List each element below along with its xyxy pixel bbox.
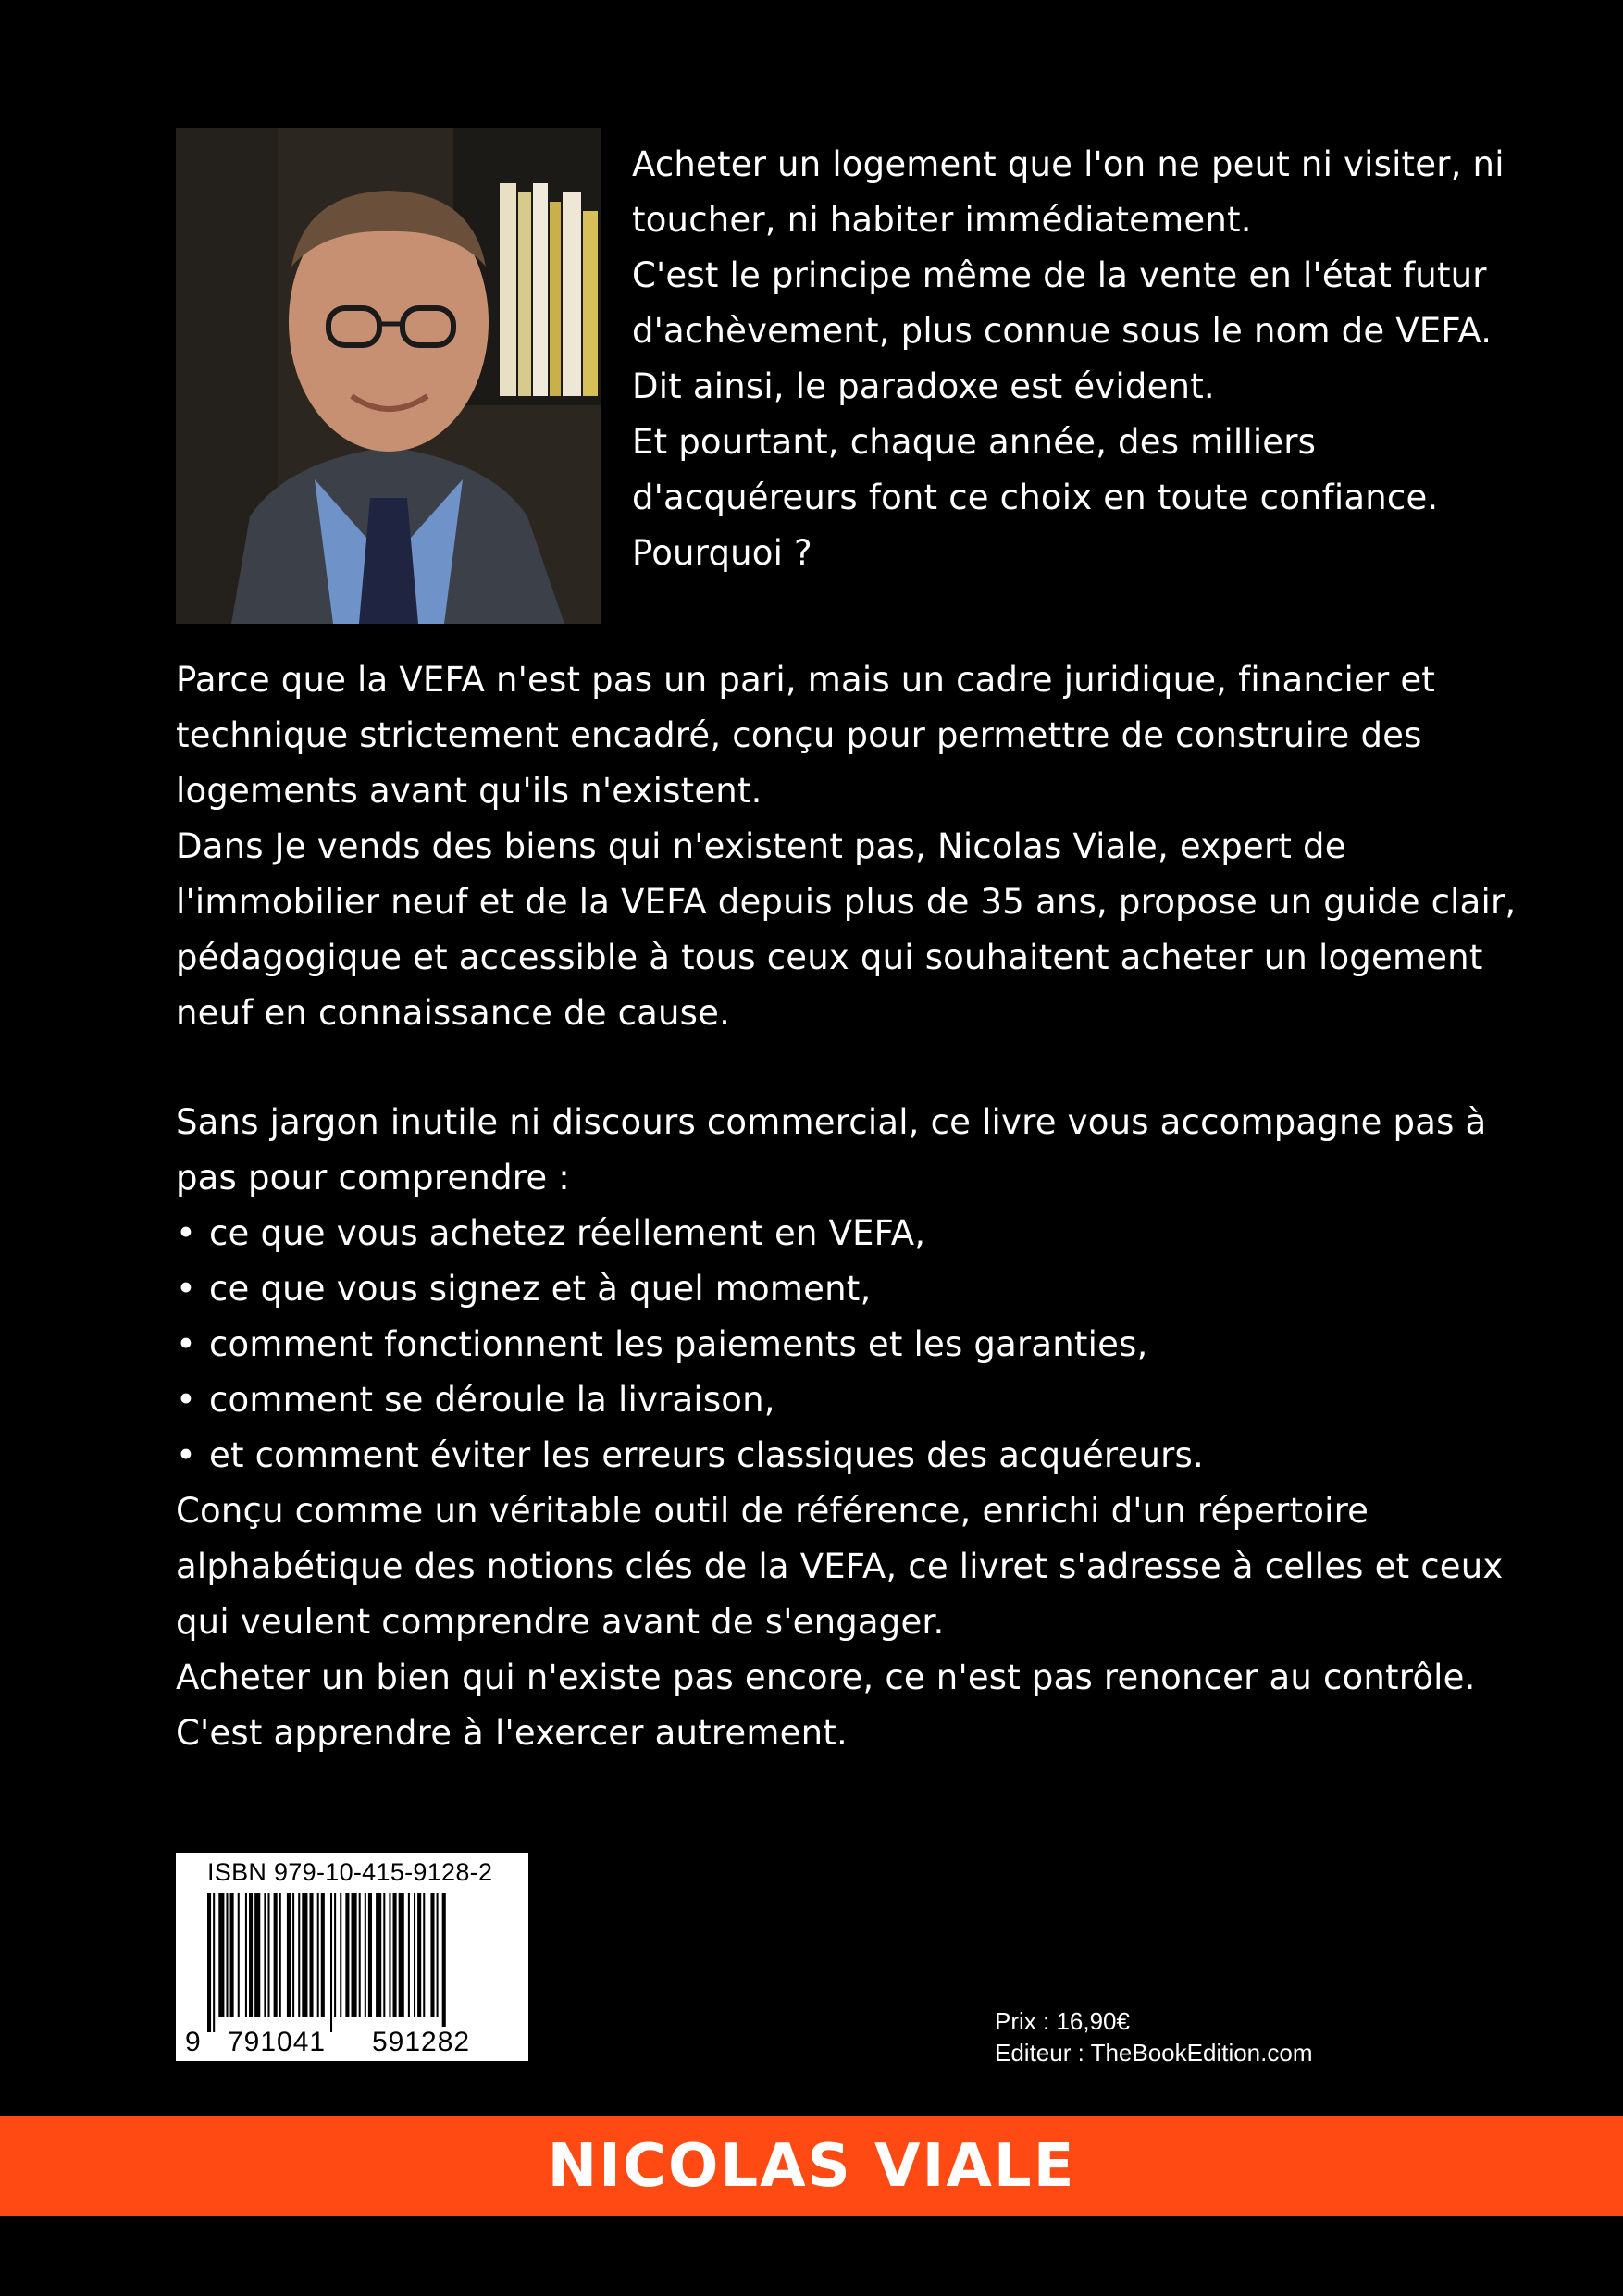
paragraph-spacer (176, 1041, 1545, 1095)
paragraph-line: Conçu comme un véritable outil de référence, enrichi d'un répertoire (176, 1491, 1369, 1531)
price-publisher-info (995, 2005, 1312, 2068)
barcode-bar (423, 1893, 425, 2017)
description-text-block (176, 652, 1545, 1761)
paragraph-line: Acheter un bien qui n'existe pas encore, ce n'est pas renoncer au contrôle. (176, 1657, 1476, 1697)
barcode-bar (238, 1893, 240, 2017)
barcode-bar (408, 1893, 410, 2017)
barcode-bar (430, 1893, 434, 2017)
barcode-bar (298, 1893, 300, 2017)
paragraph-line: Sans jargon inutile ni discours commercial, ce livre vous accompagne pas à (176, 1102, 1487, 1142)
barcode-bar (264, 1893, 266, 2017)
bullet-text: et comment éviter les erreurs classiques des acquéreurs. (209, 1435, 1204, 1475)
bullet-text: comment se déroule la livraison, (209, 1380, 775, 1420)
barcode-bar (345, 1893, 349, 2017)
paragraph-line: Parce que la VEFA n'est pas un pari, mais un cadre juridique, financier et (176, 660, 1436, 700)
barcode-digit-first: 9 (185, 2027, 202, 2057)
barcode-bar (302, 1893, 307, 2017)
barcode-bar (414, 1893, 415, 2017)
isbn-label: ISBN 979-10-415-9128-2 (207, 1858, 493, 1886)
paragraph-line: technique strictement encadré, conçu pour permettre de construire des (176, 715, 1422, 755)
bullet-text: ce que vous signez et à quel moment, (209, 1269, 872, 1309)
paragraph-line: alphabétique des notions clés de la VEFA, ce livret s'adresse à celles et ceux (176, 1546, 1504, 1586)
intro-line: C'est le principe même de la vente en l'état futur (632, 255, 1487, 295)
barcode-bar (245, 1893, 247, 2017)
barcode-bar (321, 1893, 325, 2017)
paragraph-line: qui veulent comprendre avant de s'engager. (176, 1602, 945, 1642)
barcode-bar (417, 1893, 421, 2017)
intro-line: d'acquéreurs font ce choix en toute confiance. (632, 478, 1439, 517)
barcode-bar (267, 1893, 269, 2017)
barcode-bar (442, 1893, 446, 2032)
intro-line: Pourquoi ? (632, 533, 812, 573)
bullet-dot: • (176, 1213, 197, 1253)
barcode-bar (365, 1893, 366, 2017)
intro-line: d'achèvement, plus connue sous le nom de VEFA. (632, 311, 1493, 351)
publisher-label: Editeur : TheBookEdition.com (995, 2039, 1313, 2066)
barcode-bar (389, 1893, 390, 2017)
barcode-bar (249, 1893, 253, 2017)
author-name: NICOLAS VIALE (547, 2132, 1076, 2201)
barcode-bar (317, 1893, 319, 2017)
barcode-bar (254, 1893, 260, 2017)
paragraph-line: logements avant qu'ils n'existent. (176, 771, 762, 811)
author-photo (176, 128, 601, 624)
barcode-bar (213, 1893, 215, 2032)
barcode-bar (330, 1893, 332, 2032)
bullet-dot: • (176, 1380, 197, 1420)
barcode-bar (292, 1893, 294, 2017)
isbn-barcode (176, 1853, 528, 2061)
barcode-bar (207, 1893, 211, 2032)
barcode-digits-right: 591282 (368, 2027, 474, 2058)
bullet-item (176, 1261, 1545, 1317)
intro-line: Acheter un logement que l'on ne peut ni visiter, ni (632, 144, 1505, 184)
paragraph-line: Dans Je vends des biens qui n'existent pas, Nicolas Viale, expert de (176, 826, 1346, 866)
bullet-dot: • (176, 1324, 197, 1364)
barcode-bar (368, 1893, 372, 2017)
barcode-bar (376, 1893, 381, 2017)
barcode-bar (279, 1893, 281, 2017)
barcode-bar (274, 1893, 278, 2017)
barcode-bar (309, 1893, 313, 2017)
barcode-bar (226, 1893, 228, 2017)
paragraph-line: pédagogique et accessible à tous ceux qui souhaitent acheter un logement (176, 937, 1483, 977)
bullet-dot: • (176, 1269, 197, 1309)
barcode-bar (383, 1893, 385, 2017)
bullet-item (176, 1206, 1545, 1261)
barcode-bars (204, 1893, 509, 2032)
paragraph-line: l'immobilier neuf et de la VEFA depuis plus de 35 ans, propose un guide clair, (176, 882, 1517, 922)
paragraph-line: pas pour comprendre : (176, 1158, 570, 1198)
paragraph-line: C'est apprendre à l'exercer autrement. (176, 1713, 848, 1753)
intro-line: Et pourtant, chaque année, des milliers (632, 422, 1317, 462)
bullet-dot: • (176, 1435, 197, 1475)
barcode-bar (393, 1893, 397, 2017)
barcode-bar (230, 1893, 234, 2017)
intro-line: toucher, ni habiter immédiatement. (632, 200, 1252, 240)
price-label: Prix : 16,90€ (995, 2007, 1130, 2035)
bullet-item (176, 1317, 1545, 1372)
bullet-text: ce que vous achetez réellement en VEFA, (209, 1213, 926, 1253)
author-portrait-image (176, 128, 601, 624)
barcode-bar (352, 1893, 357, 2017)
author-band (0, 2116, 1623, 2216)
barcode-bar (340, 1893, 341, 2017)
intro-line: Dit ainsi, le paradoxe est évident. (632, 366, 1215, 406)
bullet-item (176, 1372, 1545, 1428)
bullet-text: comment fonctionnent les paiements et les garanties, (209, 1324, 1148, 1364)
barcode-bar (399, 1893, 404, 2017)
barcode-bar (334, 1893, 336, 2017)
bullet-item (176, 1428, 1545, 1483)
barcode-digits-left: 791041 (224, 2027, 329, 2058)
barcode-bar (359, 1893, 361, 2017)
barcode-bar (218, 1893, 224, 2017)
paragraph-line: neuf en connaissance de cause. (176, 993, 731, 1033)
barcode-bar (437, 1893, 439, 2017)
barcode-bar (287, 1893, 291, 2017)
intro-text-block (632, 137, 1548, 581)
